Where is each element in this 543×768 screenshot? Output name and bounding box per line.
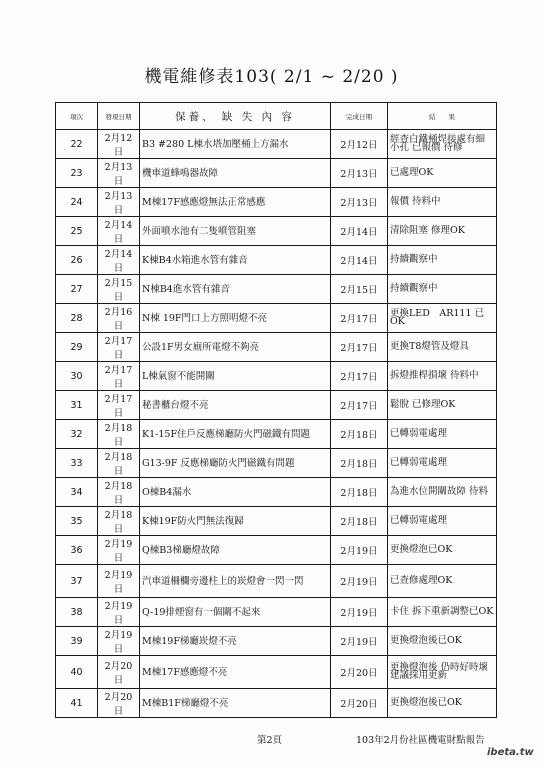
row-content: B3 #280 L棟水塔加壓桶上方漏水 bbox=[140, 130, 331, 159]
table-row bbox=[56, 391, 497, 420]
row-found-date: 2月17日 bbox=[98, 362, 140, 391]
row-found-date: 2月14日 bbox=[98, 217, 140, 246]
row-found-date: 2月18日 bbox=[98, 449, 140, 478]
row-no: 23 bbox=[56, 159, 98, 188]
row-found-date: 2月13日 bbox=[98, 159, 140, 188]
row-found-date: 2月19日 bbox=[98, 627, 140, 656]
row-result: 更換燈泡後 仍時好時壞 建議採用更新 bbox=[388, 656, 497, 689]
row-result: 已轉弱電處理 bbox=[388, 449, 497, 478]
row-content: M棟19F梯廳崁燈不亮 bbox=[140, 627, 331, 656]
row-content: Q-19排煙窗有一個關不起來 bbox=[140, 598, 331, 627]
row-content: 公設1F男女廁所電燈不夠亮 bbox=[140, 333, 331, 362]
row-result: 持續觀察中 bbox=[388, 246, 497, 275]
row-result: 拆燈推桿損壞 待料中 bbox=[388, 362, 497, 391]
row-done-date: 2月13日 bbox=[331, 188, 388, 217]
row-done-date: 2月15日 bbox=[331, 275, 388, 304]
row-content: M棟17F感應燈不亮 bbox=[140, 656, 331, 689]
row-result: 鬆脫 已修理OK bbox=[388, 391, 497, 420]
row-done-date: 2月19日 bbox=[331, 598, 388, 627]
row-content: 秘書櫃台燈不亮 bbox=[140, 391, 331, 420]
row-done-date: 2月19日 bbox=[331, 565, 388, 598]
row-no: 27 bbox=[56, 275, 98, 304]
row-found-date: 2月12日 bbox=[98, 130, 140, 159]
row-no: 36 bbox=[56, 536, 98, 565]
row-result: 報價 待料中 bbox=[388, 188, 497, 217]
row-done-date: 2月20日 bbox=[331, 656, 388, 689]
row-result: 更換LED AR111 已OK bbox=[388, 304, 497, 333]
row-no: 35 bbox=[56, 507, 98, 536]
row-result: 更換燈泡後已OK bbox=[388, 627, 497, 656]
table-row bbox=[56, 536, 497, 565]
row-content: K棟B4水箱進水管有雜音 bbox=[140, 246, 331, 275]
header-found-date: 發現日期 bbox=[98, 103, 140, 130]
row-no: 33 bbox=[56, 449, 98, 478]
watermark: ibeta.tw bbox=[487, 747, 534, 758]
header-result: 結 果 bbox=[388, 103, 497, 130]
row-no: 32 bbox=[56, 420, 98, 449]
row-result: 更換T8燈管及燈具 bbox=[388, 333, 497, 362]
row-found-date: 2月19日 bbox=[98, 536, 140, 565]
table-row bbox=[56, 362, 497, 391]
table-row bbox=[56, 598, 497, 627]
row-result: 經查白鐵桶焊接處有細小孔 已報價 待修 bbox=[388, 130, 497, 159]
document-title: 機電維修表103( 2/1 ~ 2/20 ) bbox=[144, 67, 399, 87]
table-header-row bbox=[56, 103, 497, 130]
table-row bbox=[56, 449, 497, 478]
repair-table bbox=[55, 102, 497, 718]
row-content: M棟B1F梯廳燈不亮 bbox=[140, 689, 331, 718]
row-done-date: 2月17日 bbox=[331, 333, 388, 362]
row-found-date: 2月19日 bbox=[98, 565, 140, 598]
row-found-date: 2月18日 bbox=[98, 478, 140, 507]
table-row bbox=[56, 217, 497, 246]
row-done-date: 2月18日 bbox=[331, 478, 388, 507]
row-done-date: 2月20日 bbox=[331, 689, 388, 718]
row-content: 汽車道柵欄旁邊柱上的崁燈會一閃一閃 bbox=[140, 565, 331, 598]
row-done-date: 2月14日 bbox=[331, 246, 388, 275]
row-done-date: 2月18日 bbox=[331, 420, 388, 449]
row-done-date: 2月17日 bbox=[331, 391, 388, 420]
header-no: 項次 bbox=[56, 103, 98, 130]
row-no: 25 bbox=[56, 217, 98, 246]
row-found-date: 2月15日 bbox=[98, 275, 140, 304]
row-content: O棟B4漏水 bbox=[140, 478, 331, 507]
row-no: 40 bbox=[56, 656, 98, 689]
row-found-date: 2月17日 bbox=[98, 333, 140, 362]
row-done-date: 2月19日 bbox=[331, 536, 388, 565]
row-content: 機車道蜂鳴器故障 bbox=[140, 159, 331, 188]
row-done-date: 2月14日 bbox=[331, 217, 388, 246]
row-result: 更換燈泡已OK bbox=[388, 536, 497, 565]
table-row bbox=[56, 420, 497, 449]
footer-page-number: 第2頁 bbox=[257, 735, 283, 746]
row-content: K棟19F防火門無法復歸 bbox=[140, 507, 331, 536]
table-row bbox=[56, 159, 497, 188]
row-no: 22 bbox=[56, 130, 98, 159]
row-result: 已查修處理OK bbox=[388, 565, 497, 598]
table-row bbox=[56, 275, 497, 304]
row-content: L棟氣窗不能開關 bbox=[140, 362, 331, 391]
header-content: 保養、 缺 失 內 容 bbox=[140, 103, 331, 130]
table-row bbox=[56, 304, 497, 333]
row-found-date: 2月20日 bbox=[98, 689, 140, 718]
row-content: K1-15F住戶反應梯廳防火門磁鐵有問題 bbox=[140, 420, 331, 449]
row-found-date: 2月19日 bbox=[98, 598, 140, 627]
row-done-date: 2月18日 bbox=[331, 449, 388, 478]
row-content: Q棟B3梯廳燈故障 bbox=[140, 536, 331, 565]
row-done-date: 2月17日 bbox=[331, 362, 388, 391]
row-done-date: 2月17日 bbox=[331, 304, 388, 333]
row-content: M棟17F感應燈無法正常感應 bbox=[140, 188, 331, 217]
row-result: 持續觀察中 bbox=[388, 275, 497, 304]
row-content: N棟 19F門口上方照明燈不亮 bbox=[140, 304, 331, 333]
table-row bbox=[56, 333, 497, 362]
row-result: 為進水位開關故障 待料 bbox=[388, 478, 497, 507]
table-body bbox=[56, 130, 497, 718]
row-no: 34 bbox=[56, 478, 98, 507]
row-result: 卡住 拆下重新調整已OK bbox=[388, 598, 497, 627]
row-content: 外面噴水池有二隻噴管阻塞 bbox=[140, 217, 331, 246]
row-found-date: 2月14日 bbox=[98, 246, 140, 275]
table-row bbox=[56, 565, 497, 598]
row-found-date: 2月18日 bbox=[98, 507, 140, 536]
row-done-date: 2月13日 bbox=[331, 159, 388, 188]
table-row bbox=[56, 689, 497, 718]
row-no: 24 bbox=[56, 188, 98, 217]
row-result: 已轉弱電處理 bbox=[388, 420, 497, 449]
row-no: 30 bbox=[56, 362, 98, 391]
row-content: G13-9F 反應梯廳防火門磁鐵有問題 bbox=[140, 449, 331, 478]
row-no: 31 bbox=[56, 391, 98, 420]
table-row bbox=[56, 478, 497, 507]
row-no: 26 bbox=[56, 246, 98, 275]
table-row bbox=[56, 188, 497, 217]
row-no: 37 bbox=[56, 565, 98, 598]
row-found-date: 2月16日 bbox=[98, 304, 140, 333]
header-done-date: 完成日期 bbox=[331, 103, 388, 130]
row-result: 清除阻塞 修理OK bbox=[388, 217, 497, 246]
row-found-date: 2月17日 bbox=[98, 391, 140, 420]
row-content: N棟B4進水管有雜音 bbox=[140, 275, 331, 304]
table-row bbox=[56, 246, 497, 275]
row-found-date: 2月20日 bbox=[98, 656, 140, 689]
row-result: 已轉弱電處理 bbox=[388, 507, 497, 536]
row-done-date: 2月12日 bbox=[331, 130, 388, 159]
row-no: 39 bbox=[56, 627, 98, 656]
table-row bbox=[56, 507, 497, 536]
table-row bbox=[56, 627, 497, 656]
row-no: 29 bbox=[56, 333, 98, 362]
row-no: 28 bbox=[56, 304, 98, 333]
row-no: 41 bbox=[56, 689, 98, 718]
row-result: 已處理OK bbox=[388, 159, 497, 188]
row-result: 更換燈泡後已OK bbox=[388, 689, 497, 718]
row-found-date: 2月13日 bbox=[98, 188, 140, 217]
footer-report-title: 103年2月份社區機電財點報告 bbox=[356, 735, 485, 746]
table-row bbox=[56, 656, 497, 689]
row-done-date: 2月18日 bbox=[331, 507, 388, 536]
row-no: 38 bbox=[56, 598, 98, 627]
row-done-date: 2月19日 bbox=[331, 627, 388, 656]
table-row bbox=[56, 130, 497, 159]
row-found-date: 2月18日 bbox=[98, 420, 140, 449]
